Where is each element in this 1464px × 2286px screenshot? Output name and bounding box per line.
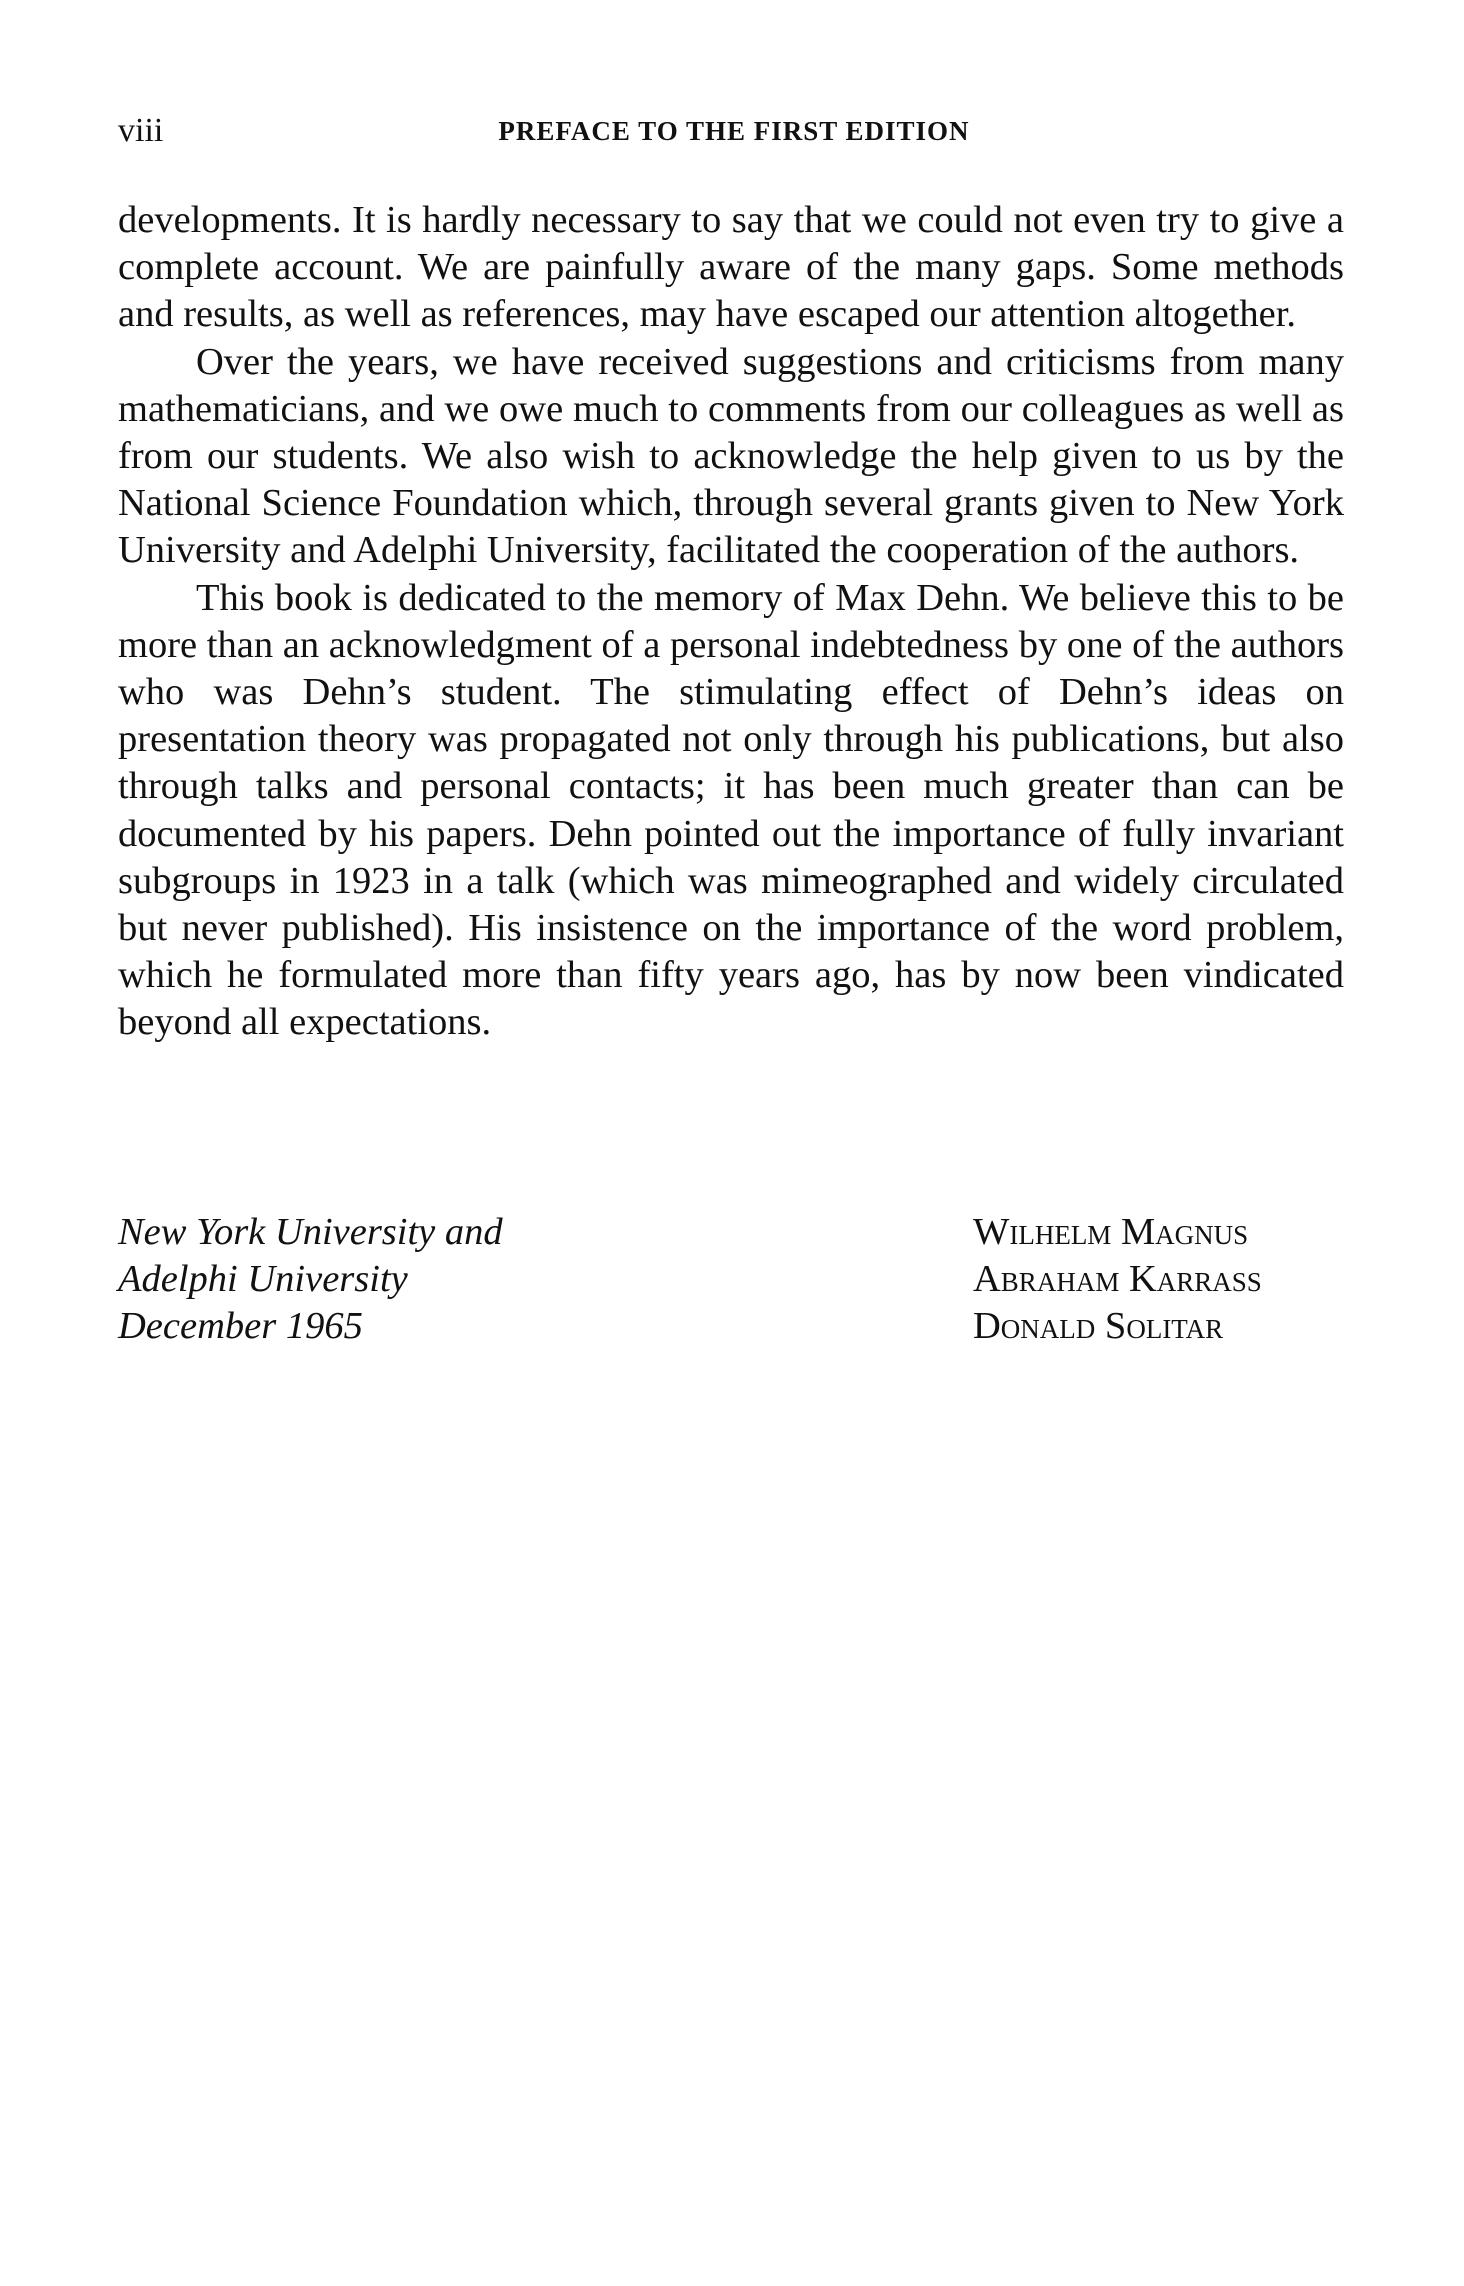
paragraph-dedication: This book is dedicated to the memory of Max Dehn. We believe this to be more than an acknowledgment of a personal indebtedness by one of the authors who was Dehn’s student. The stimulating effect of Dehn’s ideas on presentation theory was propagated not only through his publications, but also through talks and personal contacts; it has been much greater than can be documented by his papers. Dehn pointed out the importance of fully invariant subgroups in 1923 in a talk (which was mimeographed and widely circulated but never published). His insistence on the importance of the word problem, which he formulated more than fifty years ago, has by now been vindicated beyond all expectations. — [118, 576, 1344, 1044]
page-number: viii — [118, 112, 164, 149]
author-name: Donald Solitar — [973, 1305, 1224, 1348]
date-line: December 1965 — [118, 1305, 363, 1348]
preface-body — [118, 197, 1344, 1047]
running-title: PREFACE TO THE FIRST EDITION — [498, 116, 970, 146]
author-name: Wilhelm Magnus — [973, 1211, 1249, 1253]
author-name: Abraham Karrass — [973, 1258, 1262, 1301]
running-head — [118, 106, 1342, 156]
affiliation-line: Adelphi University — [118, 1258, 408, 1301]
paragraph-acknowledgments: Over the years, we have received suggestions and criticisms from many mathematicians, and we owe much to comments from our colleagues as well as from our students. We also wish to acknowledge the help given to us by the National Science Foundation which, through several grants given to New York University and Adelphi University, facilitated the cooperation of the authors. — [118, 340, 1344, 572]
affiliation-block — [118, 1209, 503, 1351]
affiliation-line: New York University and — [118, 1211, 503, 1253]
paragraph-continuation: developments. It is hardly necessary to say that we could not even try to give a complete account. We are painfully aware of the many gaps. Some methods and results, as well as references, may have escaped our attention altogether. — [118, 199, 1344, 336]
authors-block — [973, 1209, 1262, 1351]
signature-block — [118, 1209, 1344, 1359]
